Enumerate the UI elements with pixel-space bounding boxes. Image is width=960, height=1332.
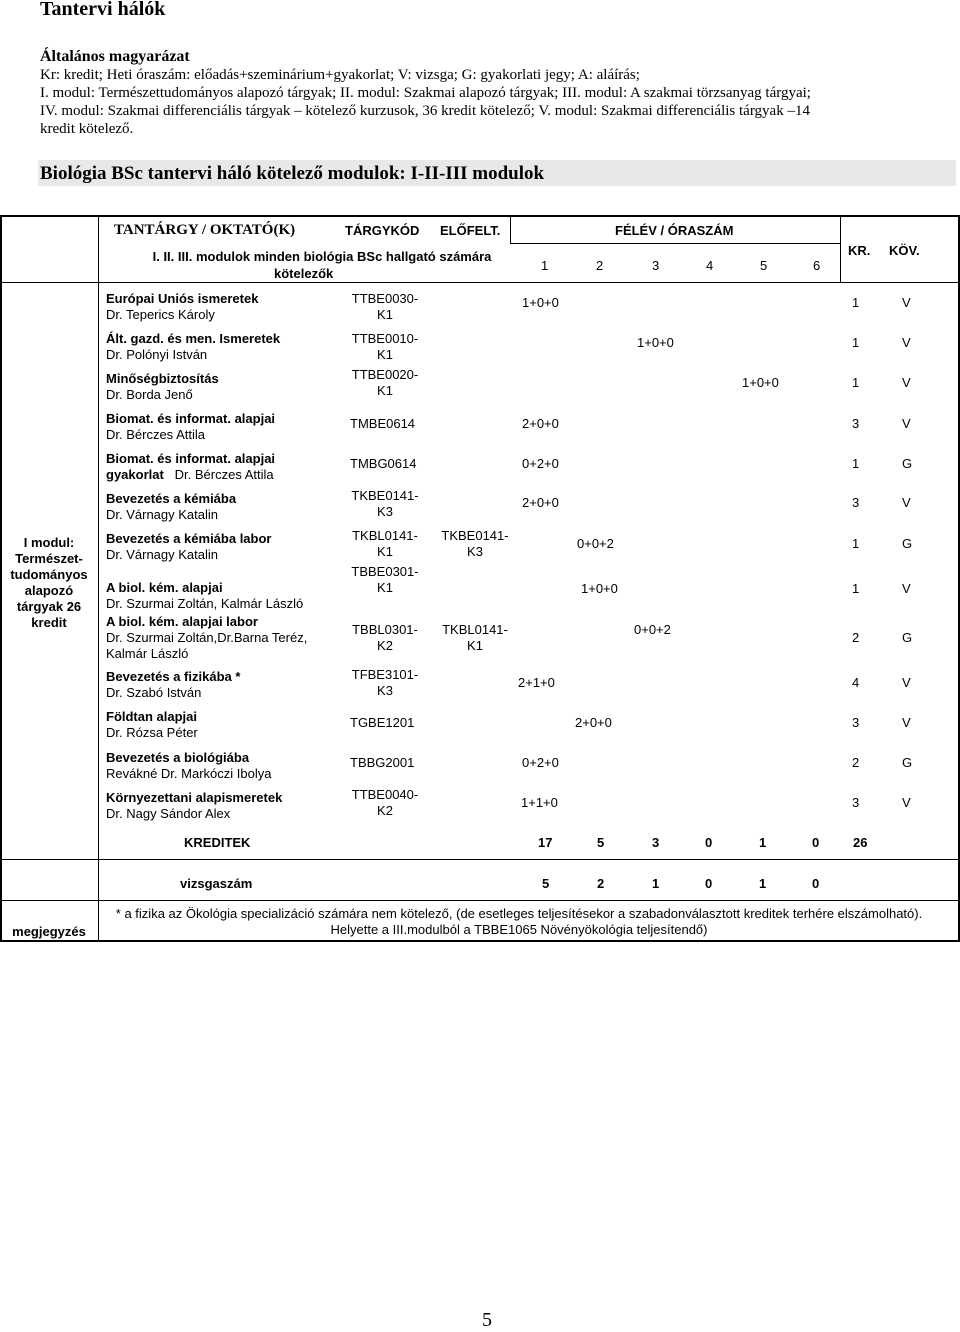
credit-value: 1 <box>852 375 860 390</box>
note-label: megjegyzés <box>12 924 86 939</box>
credits-grand-total: 26 <box>853 835 868 850</box>
modules-note-line-1: I. II. III. modulok minden biológia BSc hallgató számára <box>152 249 492 264</box>
requirement-type: V <box>902 675 911 690</box>
credit-value: 3 <box>852 416 860 431</box>
subject-teacher: Dr. Borda Jenő <box>106 387 193 402</box>
table-row <box>106 669 240 701</box>
subject-name: Bevezetés a fizikába * <box>106 669 241 684</box>
table-row <box>106 491 236 523</box>
general-explanation <box>40 48 952 138</box>
weekly-hours: 2+1+0 <box>518 675 555 690</box>
requirement-type: V <box>902 416 911 431</box>
subject-code: TTBE0030-K1 <box>351 291 419 322</box>
modules-note <box>112 249 532 265</box>
semester-number-4: 4 <box>706 258 714 273</box>
table-row <box>106 331 280 363</box>
credit-value: 1 <box>852 581 860 596</box>
table-border <box>840 215 841 283</box>
weekly-hours: 0+0+2 <box>634 622 671 637</box>
table-border <box>98 215 99 942</box>
credit-value: 2 <box>852 755 860 770</box>
table-row <box>106 451 275 483</box>
credits-semester-3: 3 <box>652 835 660 850</box>
subject-name: Minőségbiztosítás <box>106 371 219 386</box>
subject-name: A biol. kém. alapjai <box>106 580 223 595</box>
requirement-type: V <box>902 375 911 390</box>
subject-code: TTBE0020-K1 <box>351 367 419 398</box>
explanation-line-4: kredit kötelező. <box>40 121 134 137</box>
table-row <box>106 411 275 443</box>
table-border <box>0 282 960 283</box>
section-title: Biológia BSc tantervi háló kötelező modulok: I-II-III modulok <box>40 163 545 184</box>
weekly-hours: 1+0+0 <box>637 335 674 350</box>
subject-teacher-line-2: Kalmár László <box>106 646 189 661</box>
prerequisite: TKBE0141-K3 <box>441 528 509 559</box>
explanation-line-1: Kr: kredit; Heti óraszám: előadás+szeminárium+gyakorlat; V: vizsga; G: gyakorlati jegy; A: aláírás; <box>40 67 640 83</box>
header-subject: TANTÁRGY / OKTATÓ(K) <box>114 222 296 238</box>
subject-code: TFBE3101-K3 <box>351 667 419 698</box>
weekly-hours: 2+0+0 <box>522 416 559 431</box>
subject-code: TTBE0040-K2 <box>351 787 419 818</box>
requirement-type: G <box>902 536 913 551</box>
page-number: 5 <box>482 1309 492 1331</box>
prerequisite: TKBL0141-K1 <box>442 622 508 653</box>
table-border <box>510 215 511 244</box>
note-text: * a fizika az Ökológia specializáció számára nem kötelező, (de esetleges teljesítésekor a szabadonválasztott kreditek terhére elszámolható). Helyette a III.modulból a TBBE1065 Növényökológia teljesítendő) <box>115 906 923 937</box>
exams-semester-5: 1 <box>759 876 767 891</box>
subject-code: TGBE1201 <box>350 715 415 730</box>
table-row <box>106 790 282 822</box>
credits-semester-1: 17 <box>538 835 553 850</box>
subject-code: TBBG2001 <box>350 755 415 770</box>
requirement-type: G <box>902 755 913 770</box>
subject-teacher: Dr. Szurmai Zoltán,Dr.Barna Teréz, <box>106 630 308 645</box>
header-credits: KR. <box>848 243 871 258</box>
table-border <box>0 940 960 942</box>
table-row <box>106 291 258 323</box>
table-border <box>0 900 960 901</box>
semester-number-1: 1 <box>541 258 549 273</box>
table-row <box>106 531 271 563</box>
explanation-heading: Általános magyarázat <box>40 48 190 65</box>
subject-code: TMBE0614 <box>350 416 416 431</box>
table-border <box>0 215 960 217</box>
requirement-type: G <box>902 456 913 471</box>
credit-value: 2 <box>852 630 860 645</box>
module-label: I modul: Természet-tudományos alapozó tárgyak 26 kredit <box>10 535 88 630</box>
subject-teacher: Dr. Várnagy Katalin <box>106 507 219 522</box>
semester-number-3: 3 <box>652 258 660 273</box>
table-row <box>106 750 271 782</box>
subject-name-line-2: gyakorlat <box>106 467 164 482</box>
exams-semester-4: 0 <box>705 876 713 891</box>
credits-semester-5: 1 <box>759 835 767 850</box>
page-title: Tantervi hálók <box>40 0 166 20</box>
requirement-type: V <box>902 581 911 596</box>
credits-semester-4: 0 <box>705 835 713 850</box>
requirement-type: G <box>902 630 913 645</box>
modules-note-line-2: kötelezők <box>274 266 334 281</box>
subject-name: Bevezetés a biológiába <box>106 750 250 765</box>
table-border <box>510 243 840 244</box>
exam-count-label: vizsgaszám <box>180 876 253 891</box>
credit-value: 1 <box>852 335 860 350</box>
credit-value: 3 <box>852 715 860 730</box>
requirement-type: V <box>902 795 911 810</box>
table-row <box>106 371 219 403</box>
subject-name: Biomat. és informat. alapjai <box>106 451 276 466</box>
credit-value: 3 <box>852 495 860 510</box>
weekly-hours: 0+0+2 <box>577 536 614 551</box>
requirement-type: V <box>902 295 911 310</box>
subject-code: TKBE0141-K3 <box>351 488 419 519</box>
credits-semester-2: 5 <box>597 835 605 850</box>
subject-teacher: Dr. Szabó István <box>106 685 202 700</box>
semester-number-2: 2 <box>596 258 604 273</box>
credit-value: 4 <box>852 675 860 690</box>
credit-value: 1 <box>852 456 860 471</box>
weekly-hours: 1+1+0 <box>521 795 558 810</box>
subject-code: TKBL0141-K1 <box>352 528 418 559</box>
exams-semester-1: 5 <box>542 876 550 891</box>
subject-name: Biomat. és informat. alapjai <box>106 411 276 426</box>
subject-name: A biol. kém. alapjai labor <box>106 614 258 629</box>
credit-value: 1 <box>852 536 860 551</box>
table-row <box>106 709 198 741</box>
weekly-hours: 1+0+0 <box>522 295 559 310</box>
header-semester: FÉLÉV / ÓRASZÁM <box>615 223 734 238</box>
exams-semester-2: 2 <box>597 876 605 891</box>
header-code: TÁRGYKÓD <box>345 223 420 238</box>
subject-teacher: Dr. Bérczes Attila <box>106 427 205 442</box>
weekly-hours: 0+2+0 <box>522 456 559 471</box>
subject-teacher: Dr. Szurmai Zoltán, Kalmár László <box>106 596 304 611</box>
subject-teacher: Dr. Teperics Károly <box>106 307 215 322</box>
explanation-line-2: I. modul: Természettudományos alapozó tárgyak; II. modul: Szakmai alapozó tárgyak; III. modul: A szakmai törzsanyag tárgyai; <box>40 85 811 101</box>
weekly-hours: 0+2+0 <box>522 755 559 770</box>
header-requirement: KÖV. <box>889 243 920 258</box>
subject-name: Környezettani alapismeretek <box>106 790 283 805</box>
subject-teacher: Dr. Nagy Sándor Alex <box>106 806 231 821</box>
semester-number-5: 5 <box>760 258 768 273</box>
subject-name: Európai Uniós ismeretek <box>106 291 259 306</box>
section-title-bar <box>38 160 956 186</box>
exams-semester-6: 0 <box>812 876 820 891</box>
requirement-type: V <box>902 335 911 350</box>
explanation-line-3: IV. modul: Szakmai differenciális tárgyak – kötelező kurzusok, 36 kredit kötelező; V. modul: Szakmai differenciális tárgyak –14 <box>40 103 810 119</box>
weekly-hours: 2+0+0 <box>575 715 612 730</box>
weekly-hours: 2+0+0 <box>522 495 559 510</box>
table-border <box>0 215 2 942</box>
table-row <box>106 580 303 612</box>
subject-name: Bevezetés a kémiába labor <box>106 531 272 546</box>
requirement-type: V <box>902 495 911 510</box>
subject-teacher: Dr. Bérczes Attila <box>174 467 274 482</box>
subject-teacher: Revákné Dr. Markóczi Ibolya <box>106 766 272 781</box>
weekly-hours: 1+0+0 <box>742 375 779 390</box>
credit-value: 1 <box>852 295 860 310</box>
semester-number-6: 6 <box>813 258 821 273</box>
subject-teacher: Dr. Rózsa Péter <box>106 725 198 740</box>
subject-teacher: Dr. Polónyi István <box>106 347 208 362</box>
credit-value: 3 <box>852 795 860 810</box>
table-border <box>0 859 960 860</box>
requirement-type: V <box>902 715 911 730</box>
subject-teacher: Dr. Várnagy Katalin <box>106 547 219 562</box>
subject-name: Ált. gazd. és men. Ismeretek <box>106 331 281 346</box>
subject-code: TMBG0614 <box>350 456 417 471</box>
subject-name: Földtan alapjai <box>106 709 198 724</box>
exams-semester-3: 1 <box>652 876 660 891</box>
credits-total-label: KREDITEK <box>184 835 251 850</box>
subject-code: TBBE0301-K1 <box>351 564 419 595</box>
subject-name: Bevezetés a kémiába <box>106 491 237 506</box>
weekly-hours: 1+0+0 <box>581 581 618 596</box>
header-prereq: ELŐFELT. <box>440 223 501 238</box>
subject-code: TBBL0301-K2 <box>352 622 418 653</box>
credits-semester-6: 0 <box>812 835 820 850</box>
table-row <box>106 614 307 662</box>
subject-code: TTBE0010-K1 <box>351 331 419 362</box>
